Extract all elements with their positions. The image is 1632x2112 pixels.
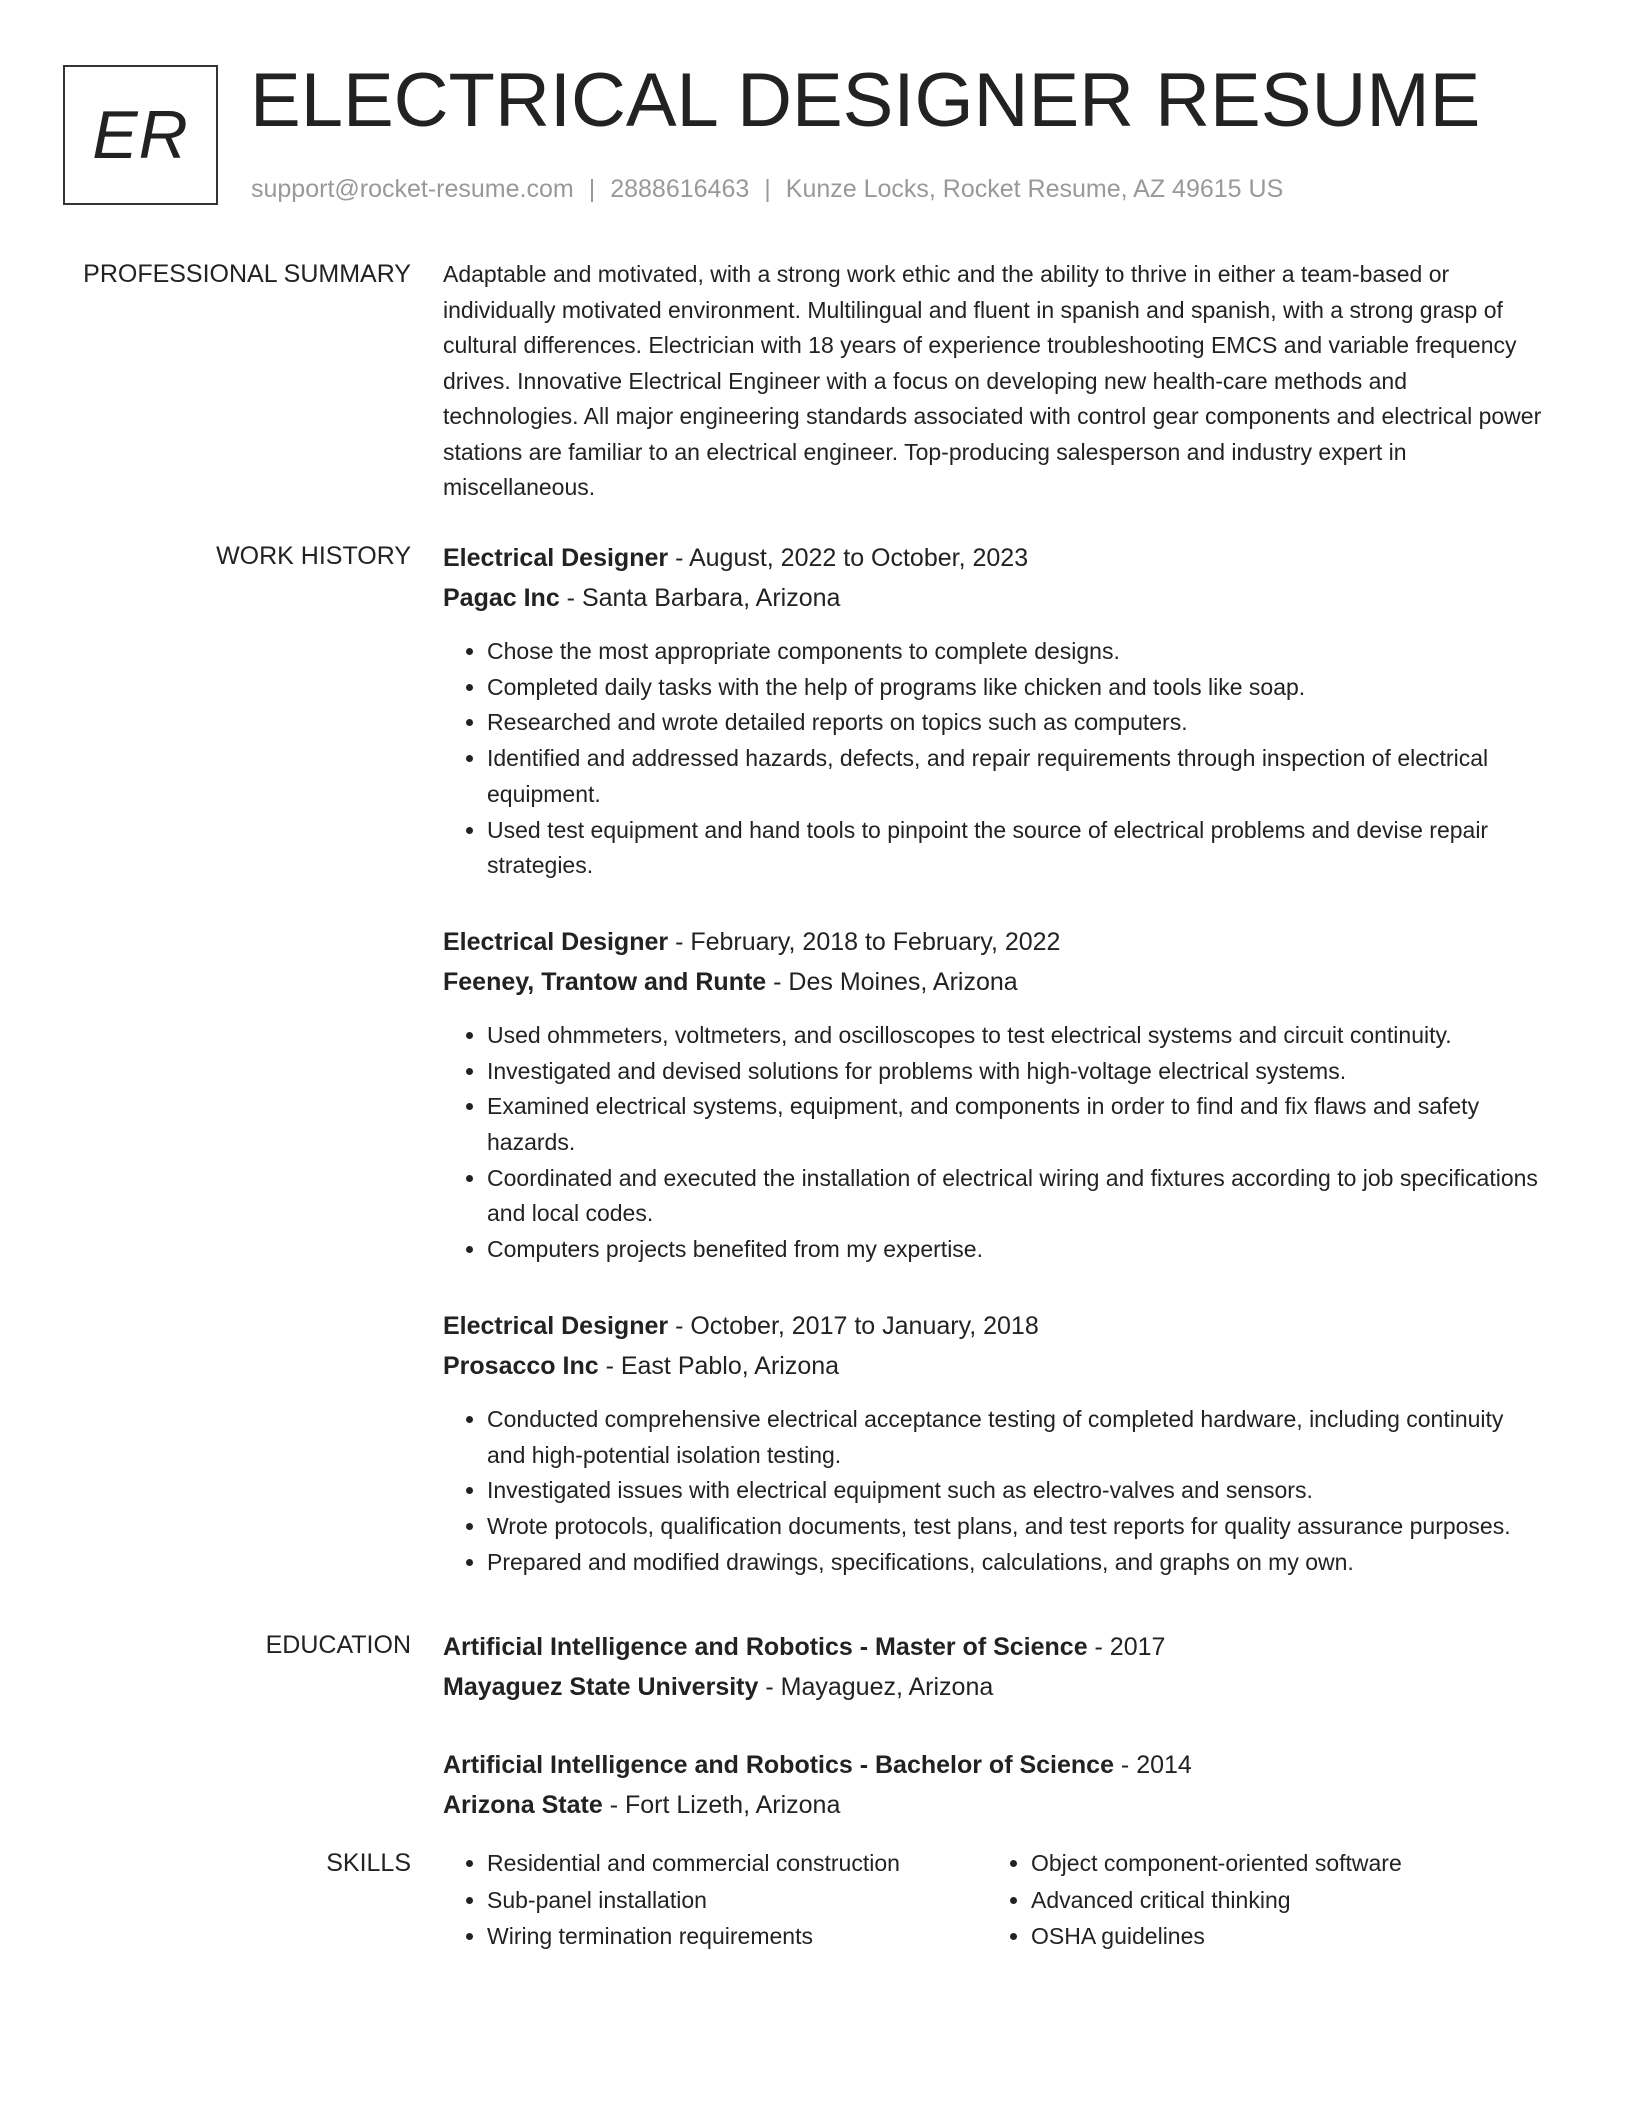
education-degree-line [443, 1745, 1543, 1785]
job-location: - Des Moines, Arizona [766, 967, 1018, 996]
job-title-line [443, 1306, 1543, 1346]
skills-heading: SKILLS [326, 1849, 411, 1877]
job-bullet: • Conducted comprehensive electrical acceptance testing of completed hardware, including continuity and high-potential isolation testing. [487, 1402, 1543, 1473]
education-school: Mayaguez State University [443, 1673, 759, 1701]
job-bullet: • Coordinated and executed the installation of electrical wiring and fixtures according to job specifications and local codes. [487, 1161, 1543, 1232]
job-bullets [443, 634, 1543, 884]
education-school: Arizona State [443, 1791, 603, 1819]
job-bullet: • Identified and addressed hazards, defects, and repair requirements through inspection of electrical equipment. [487, 741, 1543, 812]
job-bullet: • Prepared and modified drawings, specifications, calculations, and graphs on my own. [487, 1545, 1543, 1581]
job-location: - Santa Barbara, Arizona [559, 584, 841, 612]
job-bullet: • Examined electrical systems, equipment, and components in order to find and fix flaws and safety hazards. [487, 1089, 1543, 1160]
monogram-initials: ER [92, 97, 189, 173]
contact-line [251, 172, 1283, 206]
education-degree-line [443, 1627, 1543, 1667]
education-school-line [443, 1667, 1543, 1707]
job-bullet: • Researched and wrote detailed reports on topics such as computers. [487, 705, 1543, 741]
summary-text: Adaptable and motivated, with a strong work ethic and the ability to thrive in either a team-based or individually motivated environment. Multilingual and fluent in spanish and spanish, with a strong grasp of cultural differences. Electrician with 18 years of experience troubleshooting EMCS and variable frequency drives. Innovative Electrical Engineer with a focus on developing new health-care methods and technologies. All major engineering standards associated with control gear components and electrical power stations are familiar to an electrical engineer. Top-producing salesperson and industry expert in miscellaneous. [443, 261, 1542, 500]
job-dates: - October, 2017 to January, 2018 [668, 1311, 1039, 1340]
job-bullet: • Wrote protocols, qualification documents, test plans, and test reports for quality assurance purposes. [487, 1509, 1543, 1545]
job-company: Feeney, Trantow and Runte [443, 967, 767, 996]
work-history-heading: WORK HISTORY [216, 542, 411, 570]
skill-item: • OSHA guidelines [1031, 1918, 1531, 1955]
job-bullet: • Used ohmmeters, voltmeters, and oscilloscopes to test electrical systems and circuit continuity. [487, 1018, 1543, 1054]
job-bullets [443, 1402, 1543, 1581]
job-title: Electrical Designer [443, 1311, 669, 1340]
job-company-line [443, 1346, 1543, 1386]
job-company: Prosacco Inc [443, 1351, 599, 1380]
education-degree: Artificial Intelligence and Robotics - Master of Science [443, 1633, 1088, 1661]
contact-separator: | [764, 175, 771, 203]
monogram-badge [63, 65, 218, 205]
skills-column-right [987, 1845, 1531, 1955]
education-list [443, 1627, 1543, 1825]
job-entry [443, 922, 1543, 1268]
contact-address: Kunze Locks, Rocket Resume, AZ 49615 US [785, 175, 1284, 203]
education-year: - 2014 [1113, 1751, 1192, 1779]
skill-item: • Wiring termination requirements [487, 1918, 987, 1955]
contact-phone[interactable]: 2888616463 [610, 175, 750, 203]
job-title: Electrical Designer [443, 927, 669, 956]
education-heading: EDUCATION [265, 1631, 411, 1659]
job-entry [443, 1306, 1543, 1581]
job-title-line [443, 922, 1543, 962]
skill-item: • Advanced critical thinking [1031, 1882, 1531, 1919]
job-company: Pagac Inc [443, 584, 560, 612]
contact-separator: | [588, 175, 596, 203]
education-degree: Artificial Intelligence and Robotics - Bachelor of Science [443, 1751, 1114, 1779]
job-company-line [443, 578, 1543, 618]
job-entry [443, 538, 1543, 884]
job-bullet: • Investigated and devised solutions for problems with high-voltage electrical systems. [487, 1054, 1543, 1090]
skill-item: • Sub-panel installation [487, 1882, 987, 1919]
job-bullet: • Chose the most appropriate components to complete designs. [487, 634, 1543, 670]
education-location: - Fort Lizeth, Arizona [602, 1791, 841, 1819]
job-title-line [443, 538, 1543, 578]
work-history-list [443, 538, 1543, 1580]
summary-heading: PROFESSIONAL SUMMARY [83, 260, 411, 288]
education-school-line [443, 1785, 1543, 1825]
job-bullet: • Used test equipment and hand tools to pinpoint the source of electrical problems and devise repair strategies. [487, 813, 1543, 884]
skills-grid [443, 1845, 1543, 1955]
skills-column-left [443, 1845, 987, 1955]
job-dates: - August, 2022 to October, 2023 [668, 544, 1029, 572]
skill-item: • Residential and commercial construction [487, 1845, 987, 1882]
job-bullet: • Completed daily tasks with the help of programs like chicken and tools like soap. [487, 670, 1543, 706]
education-entry [443, 1745, 1543, 1825]
education-location: - Mayaguez, Arizona [758, 1673, 994, 1701]
job-title: Electrical Designer [443, 544, 669, 572]
job-bullet: • Investigated issues with electrical equipment such as electro-valves and sensors. [487, 1473, 1543, 1509]
education-year: - 2017 [1087, 1633, 1166, 1661]
job-bullet: • Computers projects benefited from my expertise. [487, 1232, 1543, 1268]
education-entry [443, 1627, 1543, 1707]
contact-email[interactable]: support@rocket-resume.com [251, 175, 574, 203]
job-location: - East Pablo, Arizona [598, 1351, 840, 1380]
job-dates: - February, 2018 to February, 2022 [668, 927, 1061, 956]
resume-title: ELECTRICAL DESIGNER RESUME [250, 58, 1481, 143]
job-company-line [443, 962, 1543, 1002]
skill-item: • Object component-oriented software [1031, 1845, 1531, 1882]
job-bullets [443, 1018, 1543, 1268]
